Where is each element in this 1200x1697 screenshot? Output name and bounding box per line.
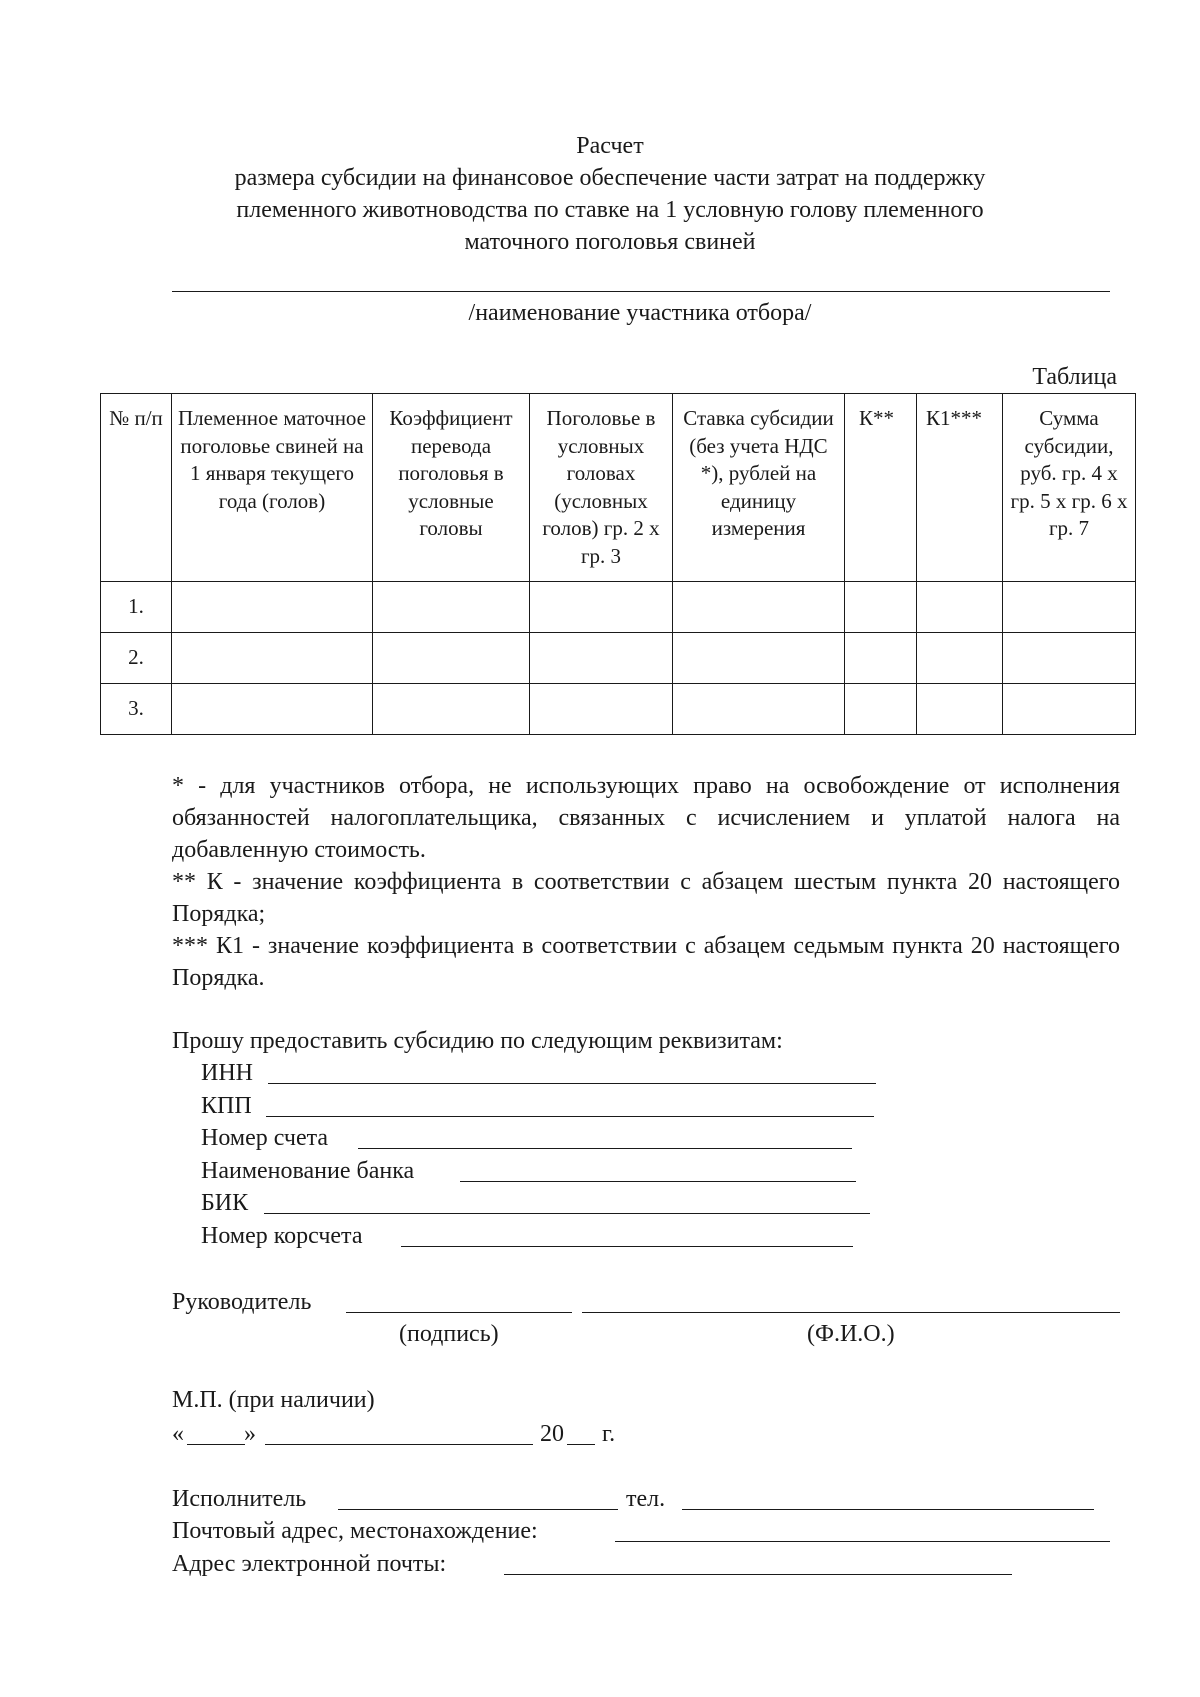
head-name-field[interactable]: [582, 1312, 1120, 1313]
header-herd: Племенное маточное поголовье свиней на 1 января текущего года (голов): [172, 394, 373, 582]
table-row: [101, 582, 1136, 633]
date-close-quote: »: [244, 1421, 256, 1447]
email-label: Адрес электронной почты:: [172, 1551, 447, 1577]
row-number: 1.: [101, 582, 172, 633]
table-cell[interactable]: [917, 633, 1003, 684]
table-row: [101, 633, 1136, 684]
document-title: [160, 130, 1060, 258]
header-num: № п/п: [101, 394, 172, 582]
name-caption: (Ф.И.О.): [807, 1321, 895, 1347]
corr-account-field[interactable]: [401, 1246, 853, 1247]
date-year-prefix: 20: [540, 1421, 564, 1447]
table-cell[interactable]: [530, 582, 673, 633]
participant-name-line[interactable]: [172, 291, 1110, 292]
account-field[interactable]: [358, 1148, 852, 1149]
header-conditional-heads: Поголовье в условных головах (условных голов) гр. 2 х гр. 3: [530, 394, 673, 582]
phone-field[interactable]: [682, 1509, 1094, 1510]
phone-label: тел.: [626, 1486, 666, 1512]
executor-field[interactable]: [338, 1509, 618, 1510]
table-cell[interactable]: [673, 582, 845, 633]
table-row: [101, 684, 1136, 735]
date-year-field[interactable]: [567, 1444, 595, 1445]
header-k: К**: [845, 394, 917, 582]
header-sum: Сумма субсидии, руб. гр. 4 х гр. 5 х гр. 6 х гр. 7: [1003, 394, 1136, 582]
table-cell[interactable]: [917, 684, 1003, 735]
table-label: Таблица: [1032, 364, 1117, 390]
table-cell[interactable]: [373, 582, 530, 633]
table-cell[interactable]: [172, 582, 373, 633]
header-k1: К1***: [917, 394, 1003, 582]
participant-caption: /наименование участника отбора/: [468, 300, 812, 326]
footnote-k1: *** К1 - значение коэффициента в соответствии с абзацем седьмым пункта 20 настоящего Порядка.: [172, 933, 1120, 991]
postal-label: Почтовый адрес, местонахождение:: [172, 1518, 538, 1544]
date-year-suffix: г.: [602, 1421, 616, 1447]
title-line-1: Расчет: [576, 133, 644, 159]
table-cell[interactable]: [673, 684, 845, 735]
table-cell[interactable]: [172, 633, 373, 684]
executor-label: Исполнитель: [172, 1486, 307, 1512]
inn-field[interactable]: [268, 1083, 876, 1084]
table-cell[interactable]: [845, 684, 917, 735]
postal-field[interactable]: [615, 1541, 1110, 1542]
header-coefficient: Коэффициент перевода поголовья в условные головы: [373, 394, 530, 582]
email-field[interactable]: [504, 1574, 1012, 1575]
signature-caption: (подпись): [399, 1321, 499, 1347]
bik-field[interactable]: [264, 1213, 870, 1214]
stamp-label: М.П. (при наличии): [172, 1387, 375, 1413]
table-cell[interactable]: [172, 684, 373, 735]
head-label: Руководитель: [172, 1289, 312, 1315]
table-cell[interactable]: [1003, 633, 1136, 684]
requisites-intro: Прошу предоставить субсидию по следующим реквизитам:: [172, 1028, 783, 1054]
footnotes: [172, 770, 1120, 994]
table-header-row: [101, 394, 1136, 582]
table-cell[interactable]: [530, 684, 673, 735]
header-rate: Ставка субсидии (без учета НДС *), рублей на единицу измерения: [673, 394, 845, 582]
table-cell[interactable]: [373, 684, 530, 735]
inn-label: ИНН: [201, 1060, 253, 1086]
date-month-field[interactable]: [265, 1444, 533, 1445]
signature-field[interactable]: [346, 1312, 572, 1313]
row-number: 2.: [101, 633, 172, 684]
table-cell[interactable]: [845, 582, 917, 633]
title-line-4: маточного поголовья свиней: [464, 229, 756, 255]
date-open-quote: «: [172, 1421, 184, 1447]
table-cell[interactable]: [530, 633, 673, 684]
table-cell[interactable]: [845, 633, 917, 684]
corr-account-label: Номер корсчета: [201, 1223, 363, 1249]
table-cell[interactable]: [373, 633, 530, 684]
table-cell[interactable]: [1003, 684, 1136, 735]
table-cell[interactable]: [673, 633, 845, 684]
row-number: 3.: [101, 684, 172, 735]
kpp-label: КПП: [201, 1093, 252, 1119]
date-day-field[interactable]: [187, 1444, 245, 1445]
footnote-vat: * - для участников отбора, не использующих право на освобождение от исполнения обязанностей налогоплательщика, связанных с исчислением и уплатой налога на добавленную стоимость.: [172, 773, 1120, 863]
subsidy-table: [100, 393, 1136, 735]
table-cell[interactable]: [1003, 582, 1136, 633]
table-cell[interactable]: [917, 582, 1003, 633]
kpp-field[interactable]: [266, 1116, 874, 1117]
title-line-3: племенного животноводства по ставке на 1 условную голову племенного: [236, 197, 984, 223]
bik-label: БИК: [201, 1190, 249, 1216]
account-label: Номер счета: [201, 1125, 329, 1151]
bank-field[interactable]: [460, 1181, 856, 1182]
title-line-2: размера субсидии на финансовое обеспечение части затрат на поддержку: [234, 165, 986, 191]
footnote-k: ** К - значение коэффициента в соответствии с абзацем шестым пункта 20 настоящего Порядка;: [172, 869, 1120, 927]
bank-label: Наименование банка: [201, 1158, 415, 1184]
